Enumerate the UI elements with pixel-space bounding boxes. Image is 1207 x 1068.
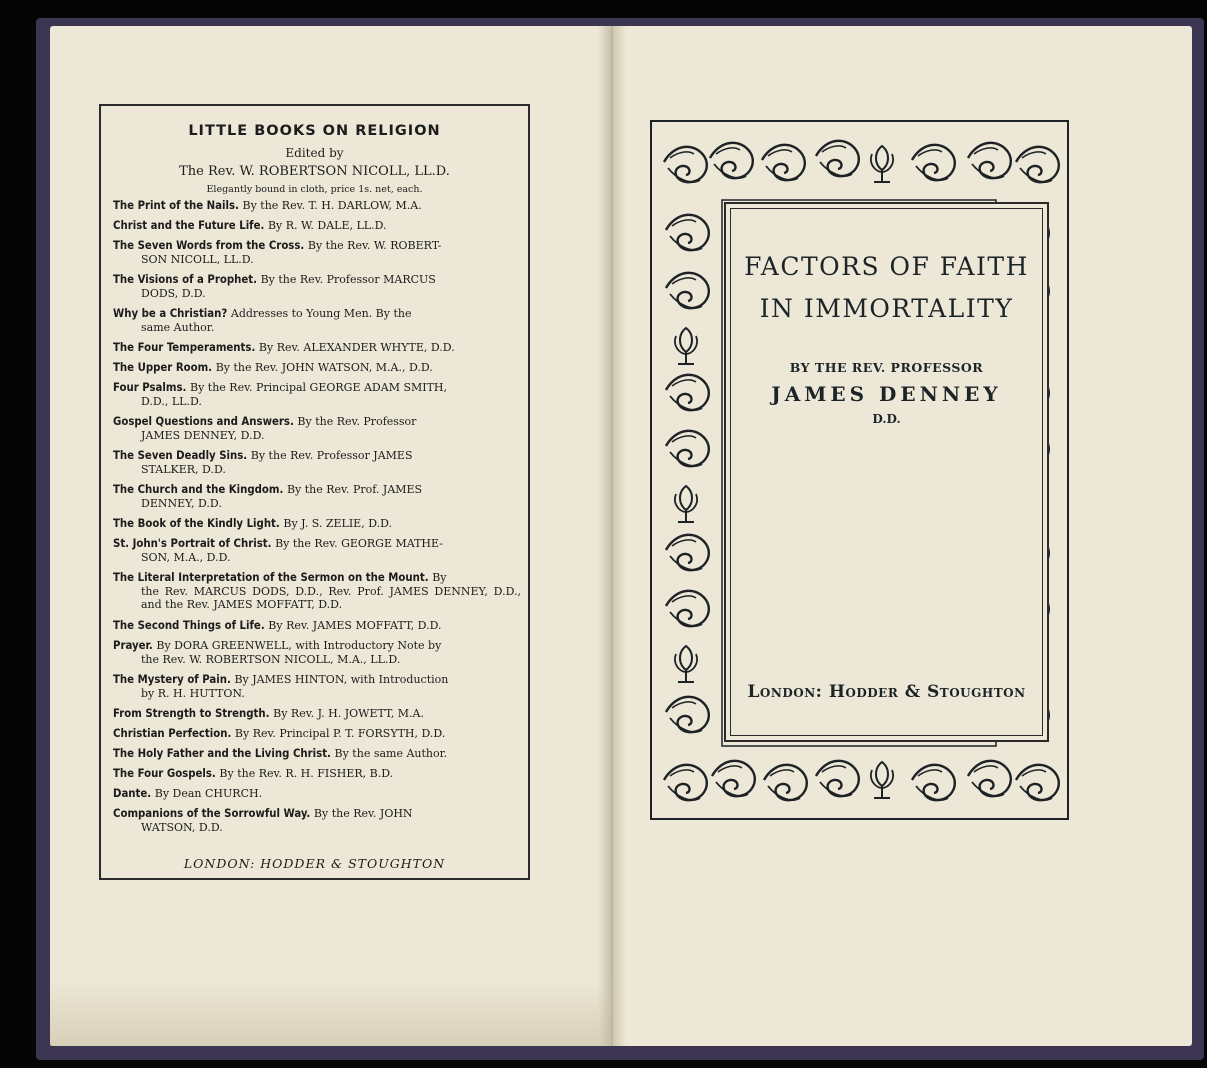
- by-line: BY THE REV. PROFESSOR: [789, 360, 984, 375]
- book-list-entry: [113, 747, 521, 761]
- book-title: Christ and the Future Life.: [113, 219, 265, 232]
- book-author: By the Rev. Professor: [297, 415, 417, 428]
- book-author: Addresses to Young Men. By the: [230, 307, 412, 320]
- book-author: By Rev. J. H. JOWETT, M.A.: [273, 707, 424, 720]
- book-list-entry: [113, 787, 521, 801]
- book-author: By Rev. Principal P. T. FORSYTH, D.D.: [234, 727, 446, 740]
- book-title: St. John's Portrait of Christ.: [113, 537, 272, 550]
- book-title: The Holy Father and the Living Christ.: [113, 747, 331, 760]
- book-list-entry: [113, 341, 521, 355]
- book-author: By the Rev. Principal GEORGE ADAM SMITH,: [190, 381, 448, 394]
- book-title: The Book of the Kindly Light.: [113, 517, 280, 530]
- book-author: By the Rev. T. H. DARLOW, M.A.: [242, 199, 422, 212]
- book-title: The Second Things of Life.: [113, 619, 265, 632]
- book-author: By the Rev. JOHN: [313, 807, 413, 820]
- book-author: By Dean CHURCH.: [154, 787, 263, 800]
- book-author-continued: same Author.: [141, 320, 215, 334]
- book-author: By the Rev. Professor MARCUS: [260, 273, 436, 286]
- book-title: The Visions of a Prophet.: [113, 273, 257, 286]
- book-list-entry: [113, 571, 521, 612]
- title-panel: [724, 202, 1049, 742]
- book-title: The Literal Interpretation of the Sermon on the Mount.: [113, 571, 429, 584]
- book-list-entry: [113, 449, 521, 476]
- book-title: Dante.: [113, 787, 152, 800]
- book-title-line-1: FACTORS OF FAITH: [744, 252, 1029, 281]
- book-author: By Rev. ALEXANDER WHYTE, D.D.: [258, 341, 455, 354]
- book-title: Gospel Questions and Answers.: [113, 415, 294, 428]
- price-note: Elegantly bound in cloth, price 1s. net, each.: [206, 184, 423, 195]
- book-author: By: [432, 571, 447, 584]
- book-list-entry: [113, 727, 521, 741]
- title-panel-inner-rule: [730, 208, 1043, 736]
- book-list-entry: [113, 619, 521, 633]
- book-title: From Strength to Strength.: [113, 707, 270, 720]
- book-author: By the Rev. GEORGE MATHE-: [275, 537, 443, 550]
- book-list-entry: [113, 273, 521, 300]
- book-author-continued: DENNEY, D.D.: [141, 496, 222, 510]
- book-author-continued: WATSON, D.D.: [141, 820, 223, 834]
- book-list-entry: [113, 219, 521, 233]
- series-advertisement: [99, 104, 530, 880]
- series-editor: The Rev. W. ROBERTSON NICOLL, LL.D.: [179, 164, 450, 179]
- book-author: By the same Author.: [334, 747, 448, 760]
- book-title: The Upper Room.: [113, 361, 213, 374]
- book-list-entry: [113, 307, 521, 334]
- book-title: Christian Perfection.: [113, 727, 232, 740]
- book-author: By J. S. ZELIE, D.D.: [283, 517, 393, 530]
- page-stain: [50, 980, 610, 1046]
- book-title: Why be a Christian?: [113, 307, 228, 320]
- book-title: The Four Gospels.: [113, 767, 216, 780]
- book-list-entry: [113, 483, 521, 510]
- book-title: The Print of the Nails.: [113, 199, 239, 212]
- book-title: Prayer.: [113, 639, 153, 652]
- author-name: JAMES DENNEY: [771, 382, 1002, 406]
- book-author-continued: the Rev. W. ROBERTSON NICOLL, M.A., LL.D.: [141, 652, 401, 666]
- book-author: By the Rev. JOHN WATSON, M.A., D.D.: [215, 361, 433, 374]
- book-author: By the Rev. Prof. JAMES: [286, 483, 423, 496]
- book-list-entry: [113, 707, 521, 721]
- book-author: By JAMES HINTON, with Introduction: [234, 673, 449, 686]
- series-title: LITTLE BOOKS ON RELIGION: [188, 123, 441, 139]
- author-degree: D.D.: [872, 412, 901, 426]
- book-title: Four Psalms.: [113, 381, 187, 394]
- book-title: Companions of the Sorrowful Way.: [113, 807, 311, 820]
- book-list-entry: [113, 673, 521, 700]
- book-title: The Mystery of Pain.: [113, 673, 231, 686]
- book-title: The Seven Deadly Sins.: [113, 449, 248, 462]
- book-title: The Seven Words from the Cross.: [113, 239, 305, 252]
- book-list-entry: [113, 517, 521, 531]
- book-title-line-2: IN IMMORTALITY: [759, 294, 1014, 323]
- book-title: The Four Temperaments.: [113, 341, 256, 354]
- book-list-entry: [113, 199, 521, 213]
- book-author-continued: D.D., LL.D.: [141, 394, 202, 408]
- book-author: By DORA GREENWELL, with Introductory Note by: [156, 639, 442, 652]
- book-author-continued: DODS, D.D.: [141, 286, 206, 300]
- book-list-entry: [113, 361, 521, 375]
- book-author-continued: SON, M.A., D.D.: [141, 550, 231, 564]
- series-publisher: LONDON: HODDER & STOUGHTON: [183, 856, 446, 871]
- book-title: The Church and the Kingdom.: [113, 483, 284, 496]
- book-list-entry: [113, 767, 521, 781]
- book-list-entry: [113, 381, 521, 408]
- publisher-imprint: London: Hodder & Stoughton: [747, 682, 1026, 702]
- book-gutter: [598, 26, 626, 1046]
- book-author-continued: SON NICOLL, LL.D.: [141, 252, 254, 266]
- book-author: By R. W. DALE, LL.D.: [267, 219, 387, 232]
- book-author: By Rev. JAMES MOFFATT, D.D.: [268, 619, 442, 632]
- book-list-entry: [113, 639, 521, 666]
- book-author: By the Rev. R. H. FISHER, B.D.: [219, 767, 394, 780]
- book-author-continued: the Rev. MARCUS DODS, D.D., Rev. Prof. JAMES DENNEY, D.D., and the Rev. JAMES MOFFATT, D.D.: [141, 584, 521, 611]
- book-list-entry: [113, 239, 521, 266]
- book-author: By the Rev. Professor JAMES: [250, 449, 413, 462]
- book-author-continued: JAMES DENNEY, D.D.: [141, 428, 265, 442]
- book-author-continued: STALKER, D.D.: [141, 462, 226, 476]
- book-list-entry: [113, 537, 521, 564]
- book-list-entry: [113, 415, 521, 442]
- edited-by: Edited by: [285, 146, 344, 160]
- book-list-entry: [113, 807, 521, 834]
- book-author-continued: by R. H. HUTTON.: [141, 686, 245, 700]
- book-author: By the Rev. W. ROBERT-: [307, 239, 442, 252]
